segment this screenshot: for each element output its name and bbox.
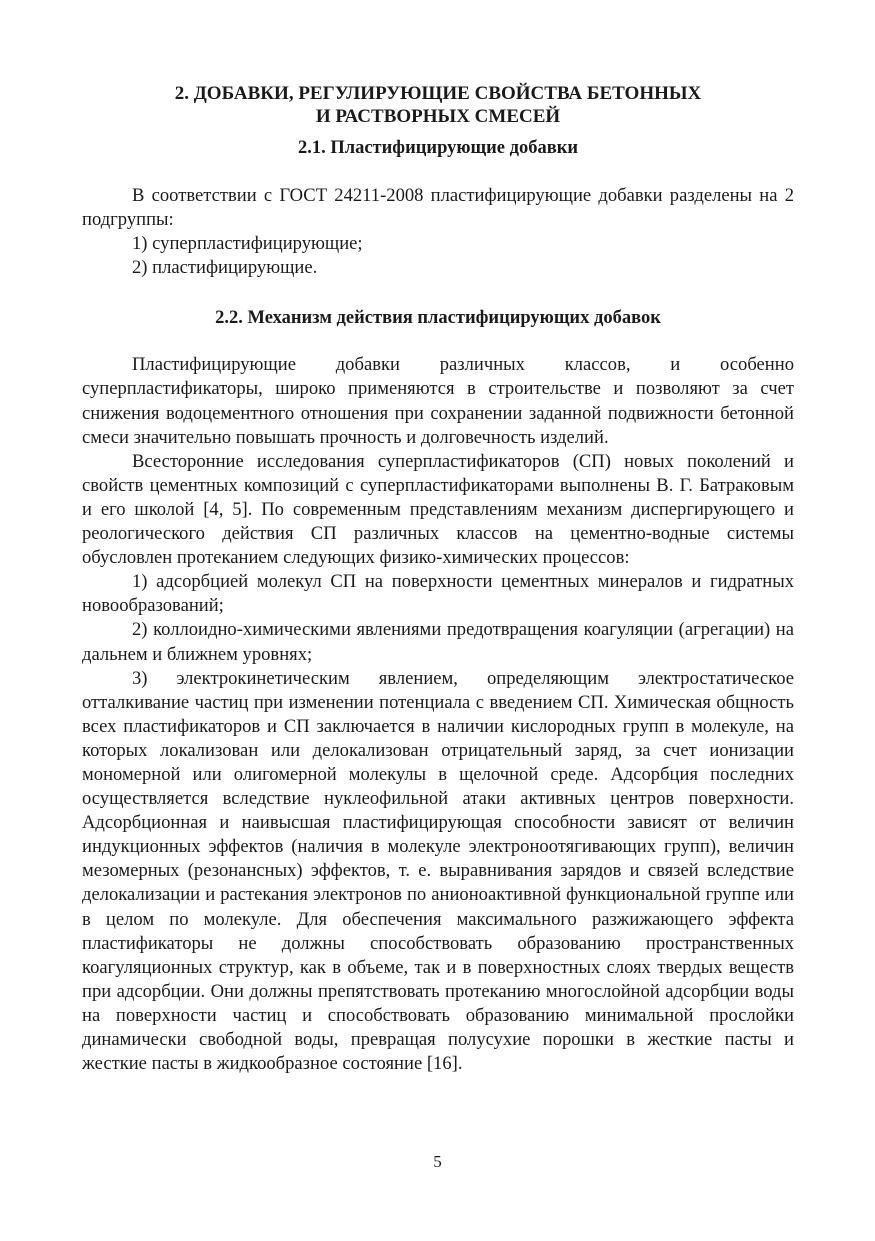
section-2-1-body	[82, 184, 794, 280]
chapter-title-line-1: 2. ДОБАВКИ, РЕГУЛИРУЮЩИЕ СВОЙСТВА БЕТОННЫХ	[174, 83, 702, 104]
process-item-2: 2) коллоидно-химическими явлениями предотвращения коагуляции (агрегации) на дальнем и ближнем уровнях;	[82, 619, 794, 665]
page-number: 5	[433, 1152, 442, 1171]
subgroup-item-1: 1) суперпластифицирующие;	[132, 233, 363, 255]
section-2-2-title: 2.2. Механизм действия пластифицирующих добавок	[215, 308, 661, 329]
section-2-1-intro: В соответствии с ГОСТ 24211-2008 пластифицирующие добавки разделены на 2 подгруппы:	[82, 185, 794, 231]
paragraph-plasticizers: Пластифицирующие добавки различных классов, и особенно суперпластификаторы, широко применяются в строительстве и позволяют за счет снижения водоцементного отношения при сохранении заданной подвижности бетонной смеси значительно повышать прочность и долговечность изделий.	[82, 354, 794, 448]
section-2-1-title: 2.1. Пластифицирующие добавки	[297, 138, 579, 158]
process-item-1: 1) адсорбцией молекул СП на поверхности цементных минералов и гидратных новообразований;	[82, 571, 794, 617]
paragraph-research: Всесторонние исследования суперпластификаторов (СП) новых поколений и свойств цементных композиций с суперпластификаторами выполнены В. Г. Батраковым и его школой [4, 5]. По современным представлениям механизм диспергирующего и реологического действия СП различных классов на цементно-водные системы обусловлен протеканием следующих физико-химических процессов:	[82, 450, 794, 569]
chapter-title	[82, 82, 794, 128]
section-2-2-body	[82, 353, 794, 1076]
process-item-3: 3) электрокинетическим явлением, определяющим электростатическое отталкивание частиц при изменении потенциала с введением СП. Химическая общность всех пластификаторов и СП заключается в наличии кислородных групп в молекуле, на которых локализован или делокализован отрицательный заряд, за счет ионизации мономерной или олигомерной молекулы в щелочной среде. Адсорбция последних осуществляется вследствие нуклеофильной атаки активных центров поверхности. Адсорбционная и наивысшая пластифицирующая способности зависят от величин индукционных эффектов (наличия в молекуле электроноотягивающих групп), величин мезомерных (резонансных) эффектов, т. е. выравнивания зарядов и связей вследствие делокализации и растекания электронов по анионоактивной функциональной группе или в целом по молекуле. Для обеспечения максимального разжижающего эффекта пластификаторы не должны способствовать образованию пространственных коагуляционных структур, как в объеме, так и в поверхностных слоях твердых веществ при адсорбции. Они должны препятствовать протеканию многослойной адсорбции воды на поверхности частиц и способствовать образованию минимальной прослойки динамически свободной воды, превращая полусухие порошки в жесткие пасты и жесткие пасты в жидкообразное состояние [16].	[82, 667, 794, 1075]
chapter-title-line-2: И РАСТВОРНЫХ СМЕСЕЙ	[315, 106, 561, 127]
subgroup-item-2: 2) пластифицирующие.	[132, 257, 318, 279]
document-page	[82, 82, 794, 1076]
